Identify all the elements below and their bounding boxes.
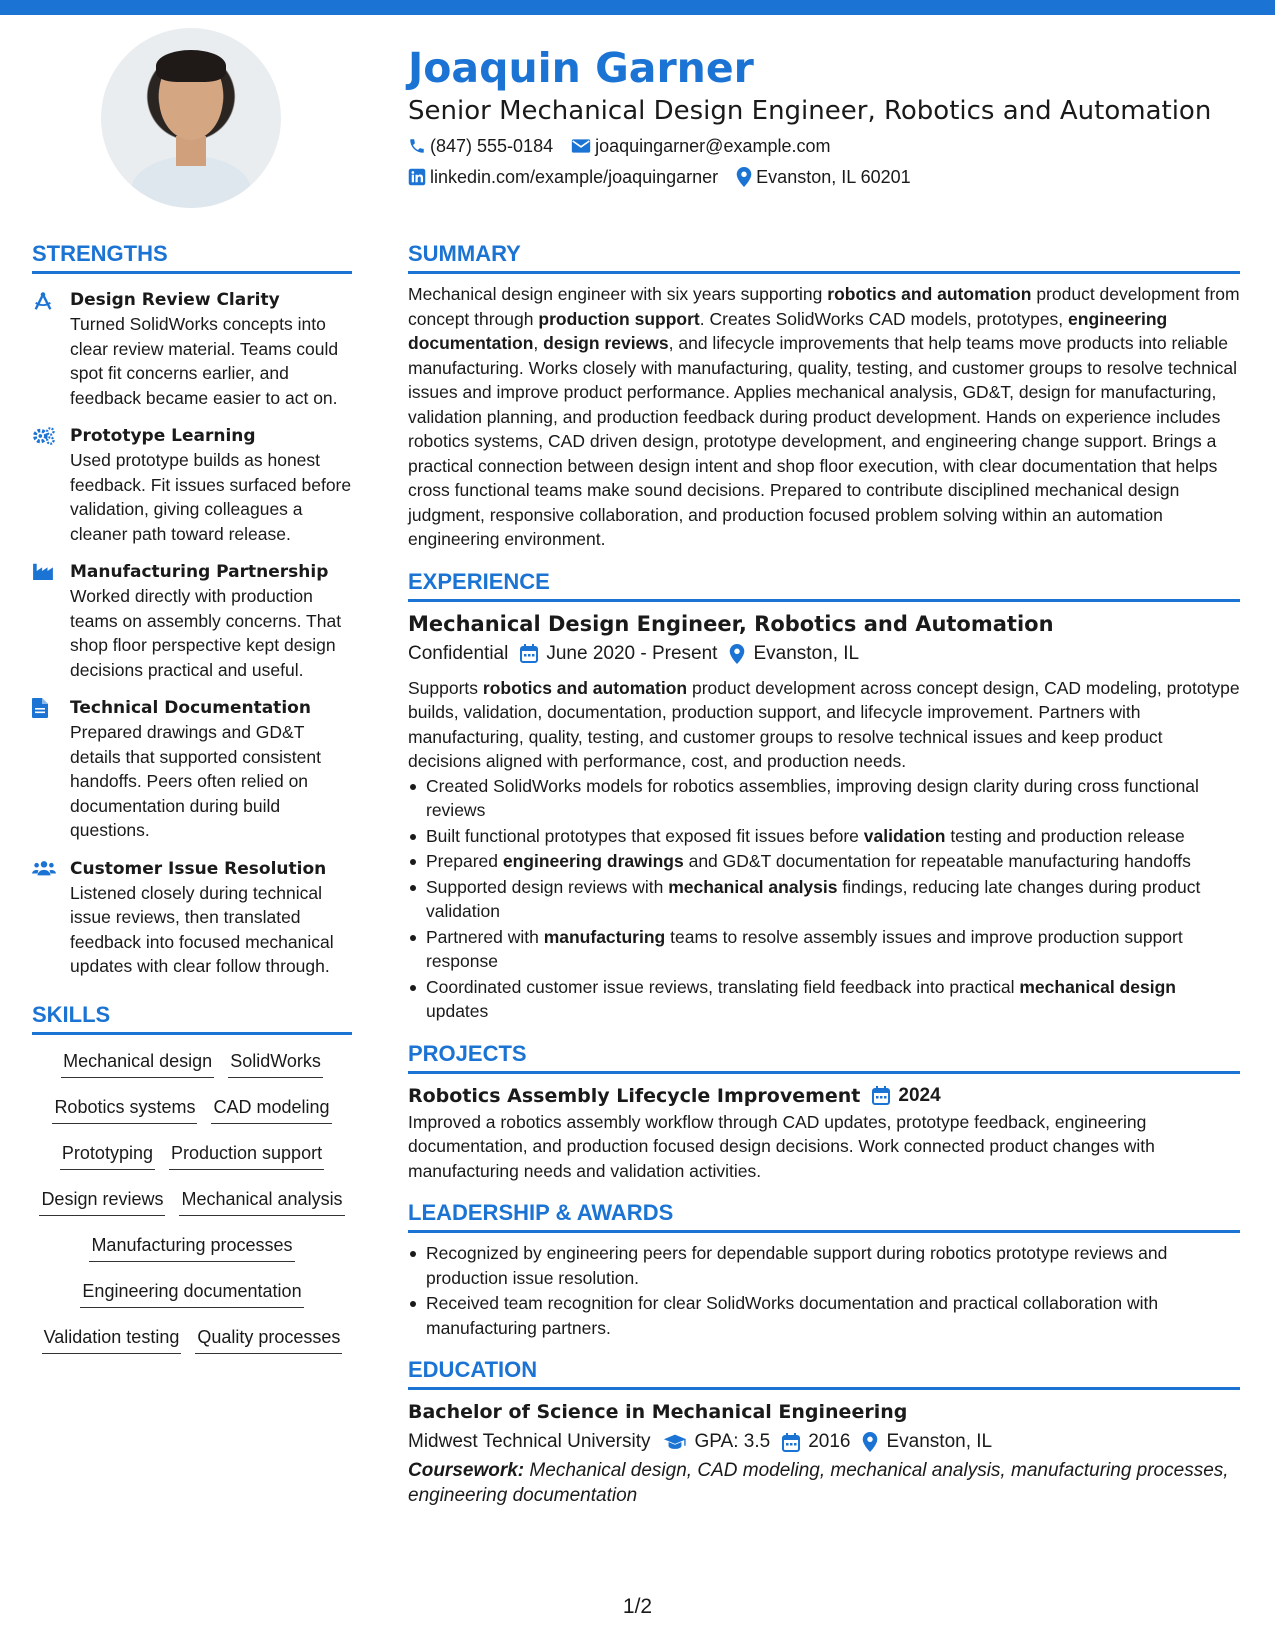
location-contact: [736, 165, 910, 189]
list-item: Created SolidWorks models for robotics assemblies, improving design clarity during cross functional reviews: [408, 774, 1240, 823]
strength-item: [32, 288, 352, 410]
phone-text: (847) 555-0184: [430, 136, 554, 156]
strength-text: Worked directly with production teams on assembly concerns. That shop floor perspective kept design decisions practical and useful.: [70, 586, 342, 680]
top-accent-bar: [0, 0, 1275, 15]
awards-heading: LEADERSHIP & AWARDS: [408, 1199, 1240, 1233]
strength-title: Manufacturing Partnership: [70, 562, 329, 582]
email-contact[interactable]: [571, 134, 830, 158]
compass-icon: [32, 290, 54, 312]
strength-title: Customer Issue Resolution: [70, 858, 327, 879]
graduation-year: 2016: [808, 1431, 851, 1452]
job-bullets: [408, 774, 1240, 1024]
skill-tag: CAD modeling: [211, 1095, 331, 1124]
strength-title: Design Review Clarity: [70, 290, 280, 310]
linkedin-icon: [408, 168, 426, 186]
skill-tag: SolidWorks: [228, 1049, 323, 1078]
summary-text: Mechanical design engineer with six years supporting robotics and automation product development from concept through production support. Creates SolidWorks CAD models, prototypes, engineering documentation, design reviews, and lifecycle improvements that help teams move products into reliable manufacturing. Works closely with manufacturing, quality, testing, and customer groups to resolve technical issues and improve product performance. Applies mechanical analysis, GD&T, design for manufacturing, validation planning, and production feedback during product development. Hands on experience includes robotics systems, CAD driven design, prototype development, and engineering change support. Brings a practical connection between design intent and shop floor execution, with clear documentation that helps cross functional teams make sound decisions. Prepared to contribute disciplined mechanical design judgment, responsive collaboration, and production focused problem solving within an automation engineering environment.: [408, 284, 1240, 549]
users-icon: [32, 859, 56, 877]
phone-contact[interactable]: [408, 134, 553, 158]
experience-heading: EXPERIENCE: [408, 568, 1240, 602]
project-name: Robotics Assembly Lifecycle Improvement: [408, 1084, 861, 1107]
gpa-text: GPA: 3.5: [694, 1431, 771, 1452]
job-dates: June 2020 - Present: [546, 642, 718, 664]
strength-text: Prepared drawings and GD&T details that supported consistent handoffs. Peers often relied on documentation during build questions.: [70, 722, 321, 840]
list-item: Supported design reviews with mechanical analysis findings, reducing late changes during product validation: [408, 875, 1240, 924]
profile-photo: [101, 28, 281, 208]
strength-item: [32, 424, 352, 546]
strength-item: [32, 696, 352, 843]
projects-heading: PROJECTS: [408, 1040, 1240, 1074]
page-number: 1/2: [622, 1595, 653, 1618]
project-header: [408, 1082, 1240, 1110]
skill-tag: Mechanical analysis: [179, 1187, 344, 1216]
education-heading: EDUCATION: [408, 1356, 1240, 1390]
education-meta: [408, 1428, 1240, 1456]
strength-title: Technical Documentation: [70, 698, 311, 718]
job-intro: Supports robotics and automation product development across concept design, CAD modeling, prototype builds, validation, documentation, production support, and lifecycle improvement. Partners with manufacturing, quality, testing, and customer groups to resolve technical issues and keep product decisions aligned with performance, cost, and production needs.: [408, 677, 1240, 771]
left-column: [32, 240, 352, 1354]
calendar-icon: [872, 1086, 890, 1105]
job-location: Evanston, IL: [753, 642, 860, 664]
skills-list: [32, 1049, 352, 1354]
project-text: Improved a robotics assembly workflow through CAD updates, prototype feedback, engineering documentation, and production focused design decisions. Work connected product changes with manufacturing needs and validation activities.: [408, 1111, 1155, 1181]
skill-tag: Production support: [169, 1141, 324, 1170]
list-item: Partnered with manufacturing teams to resolve assembly issues and improve production support response: [408, 925, 1240, 974]
skill-tag: Quality processes: [195, 1325, 342, 1354]
skill-tag: Prototyping: [60, 1141, 155, 1170]
graduation-cap-icon: [663, 1433, 687, 1451]
linkedin-contact[interactable]: [408, 165, 718, 189]
document-icon: [32, 698, 48, 718]
skill-tag: Engineering documentation: [80, 1279, 303, 1308]
strength-title: Prototype Learning: [70, 426, 256, 446]
phone-icon: [408, 137, 426, 155]
coursework: Coursework: Mechanical design, CAD modeling, mechanical analysis, manufacturing processes, engineering documentation: [408, 1460, 1229, 1506]
strength-text: Turned SolidWorks concepts into clear review material. Teams could spot fit concerns earlier, and feedback became easier to act on.: [70, 314, 339, 408]
location-text: Evanston, IL 60201: [756, 167, 911, 187]
right-column: [408, 240, 1240, 1508]
company-name: Confidential: [408, 642, 509, 664]
email-text: joaquingarner@example.com: [595, 136, 831, 156]
resume-header: [408, 42, 1248, 189]
project-year: 2024: [898, 1084, 941, 1106]
strength-text: Used prototype builds as honest feedback. Fit issues surfaced before validation, giving colleagues a cleaner path toward release.: [70, 450, 352, 544]
list-item: Built functional prototypes that exposed fit issues before validation testing and production release: [408, 824, 1240, 849]
envelope-icon: [571, 138, 591, 154]
candidate-headline: Senior Mechanical Design Engineer, Robotics and Automation: [408, 96, 1212, 126]
strength-text: Listened closely during technical issue reviews, then translated feedback into focused mechanical updates with clear follow through.: [70, 882, 334, 976]
candidate-name: Joaquin Garner: [408, 44, 754, 92]
summary-heading: SUMMARY: [408, 240, 1240, 274]
skill-tag: Mechanical design: [61, 1049, 214, 1078]
calendar-icon: [782, 1433, 800, 1452]
awards-list: [408, 1241, 1240, 1340]
school-name: Midwest Technical University: [408, 1431, 651, 1452]
job-meta: [408, 640, 1240, 668]
map-pin-icon: [736, 167, 752, 187]
skill-tag: Manufacturing processes: [89, 1233, 294, 1262]
job-title: Mechanical Design Engineer, Robotics and Automation: [408, 611, 1054, 636]
skills-heading: SKILLS: [32, 1001, 352, 1035]
degree-title: Bachelor of Science in Mechanical Engineering: [408, 1401, 908, 1423]
map-pin-icon: [729, 644, 745, 664]
strengths-heading: STRENGTHS: [32, 240, 352, 274]
skill-tag: Design reviews: [39, 1187, 165, 1216]
list-item: Recognized by engineering peers for dependable support during robotics prototype reviews and production issue resolution.: [408, 1241, 1240, 1290]
education-location: Evanston, IL: [886, 1431, 993, 1452]
list-item: Coordinated customer issue reviews, translating field feedback into practical mechanical design updates: [408, 975, 1240, 1024]
strength-item: [32, 857, 352, 979]
list-item: Prepared engineering drawings and GD&T documentation for repeatable manufacturing handoffs: [408, 849, 1240, 874]
skill-tag: Robotics systems: [52, 1095, 197, 1124]
gears-icon: [32, 426, 56, 446]
strength-item: [32, 560, 352, 682]
list-item: Received team recognition for clear SolidWorks documentation and practical collaboration with manufacturing partners.: [408, 1291, 1240, 1340]
map-pin-icon: [862, 1432, 878, 1452]
calendar-icon: [520, 644, 538, 663]
linkedin-text: linkedin.com/example/joaquingarner: [430, 167, 719, 187]
industry-icon: [32, 562, 54, 580]
skill-tag: Validation testing: [42, 1325, 182, 1354]
